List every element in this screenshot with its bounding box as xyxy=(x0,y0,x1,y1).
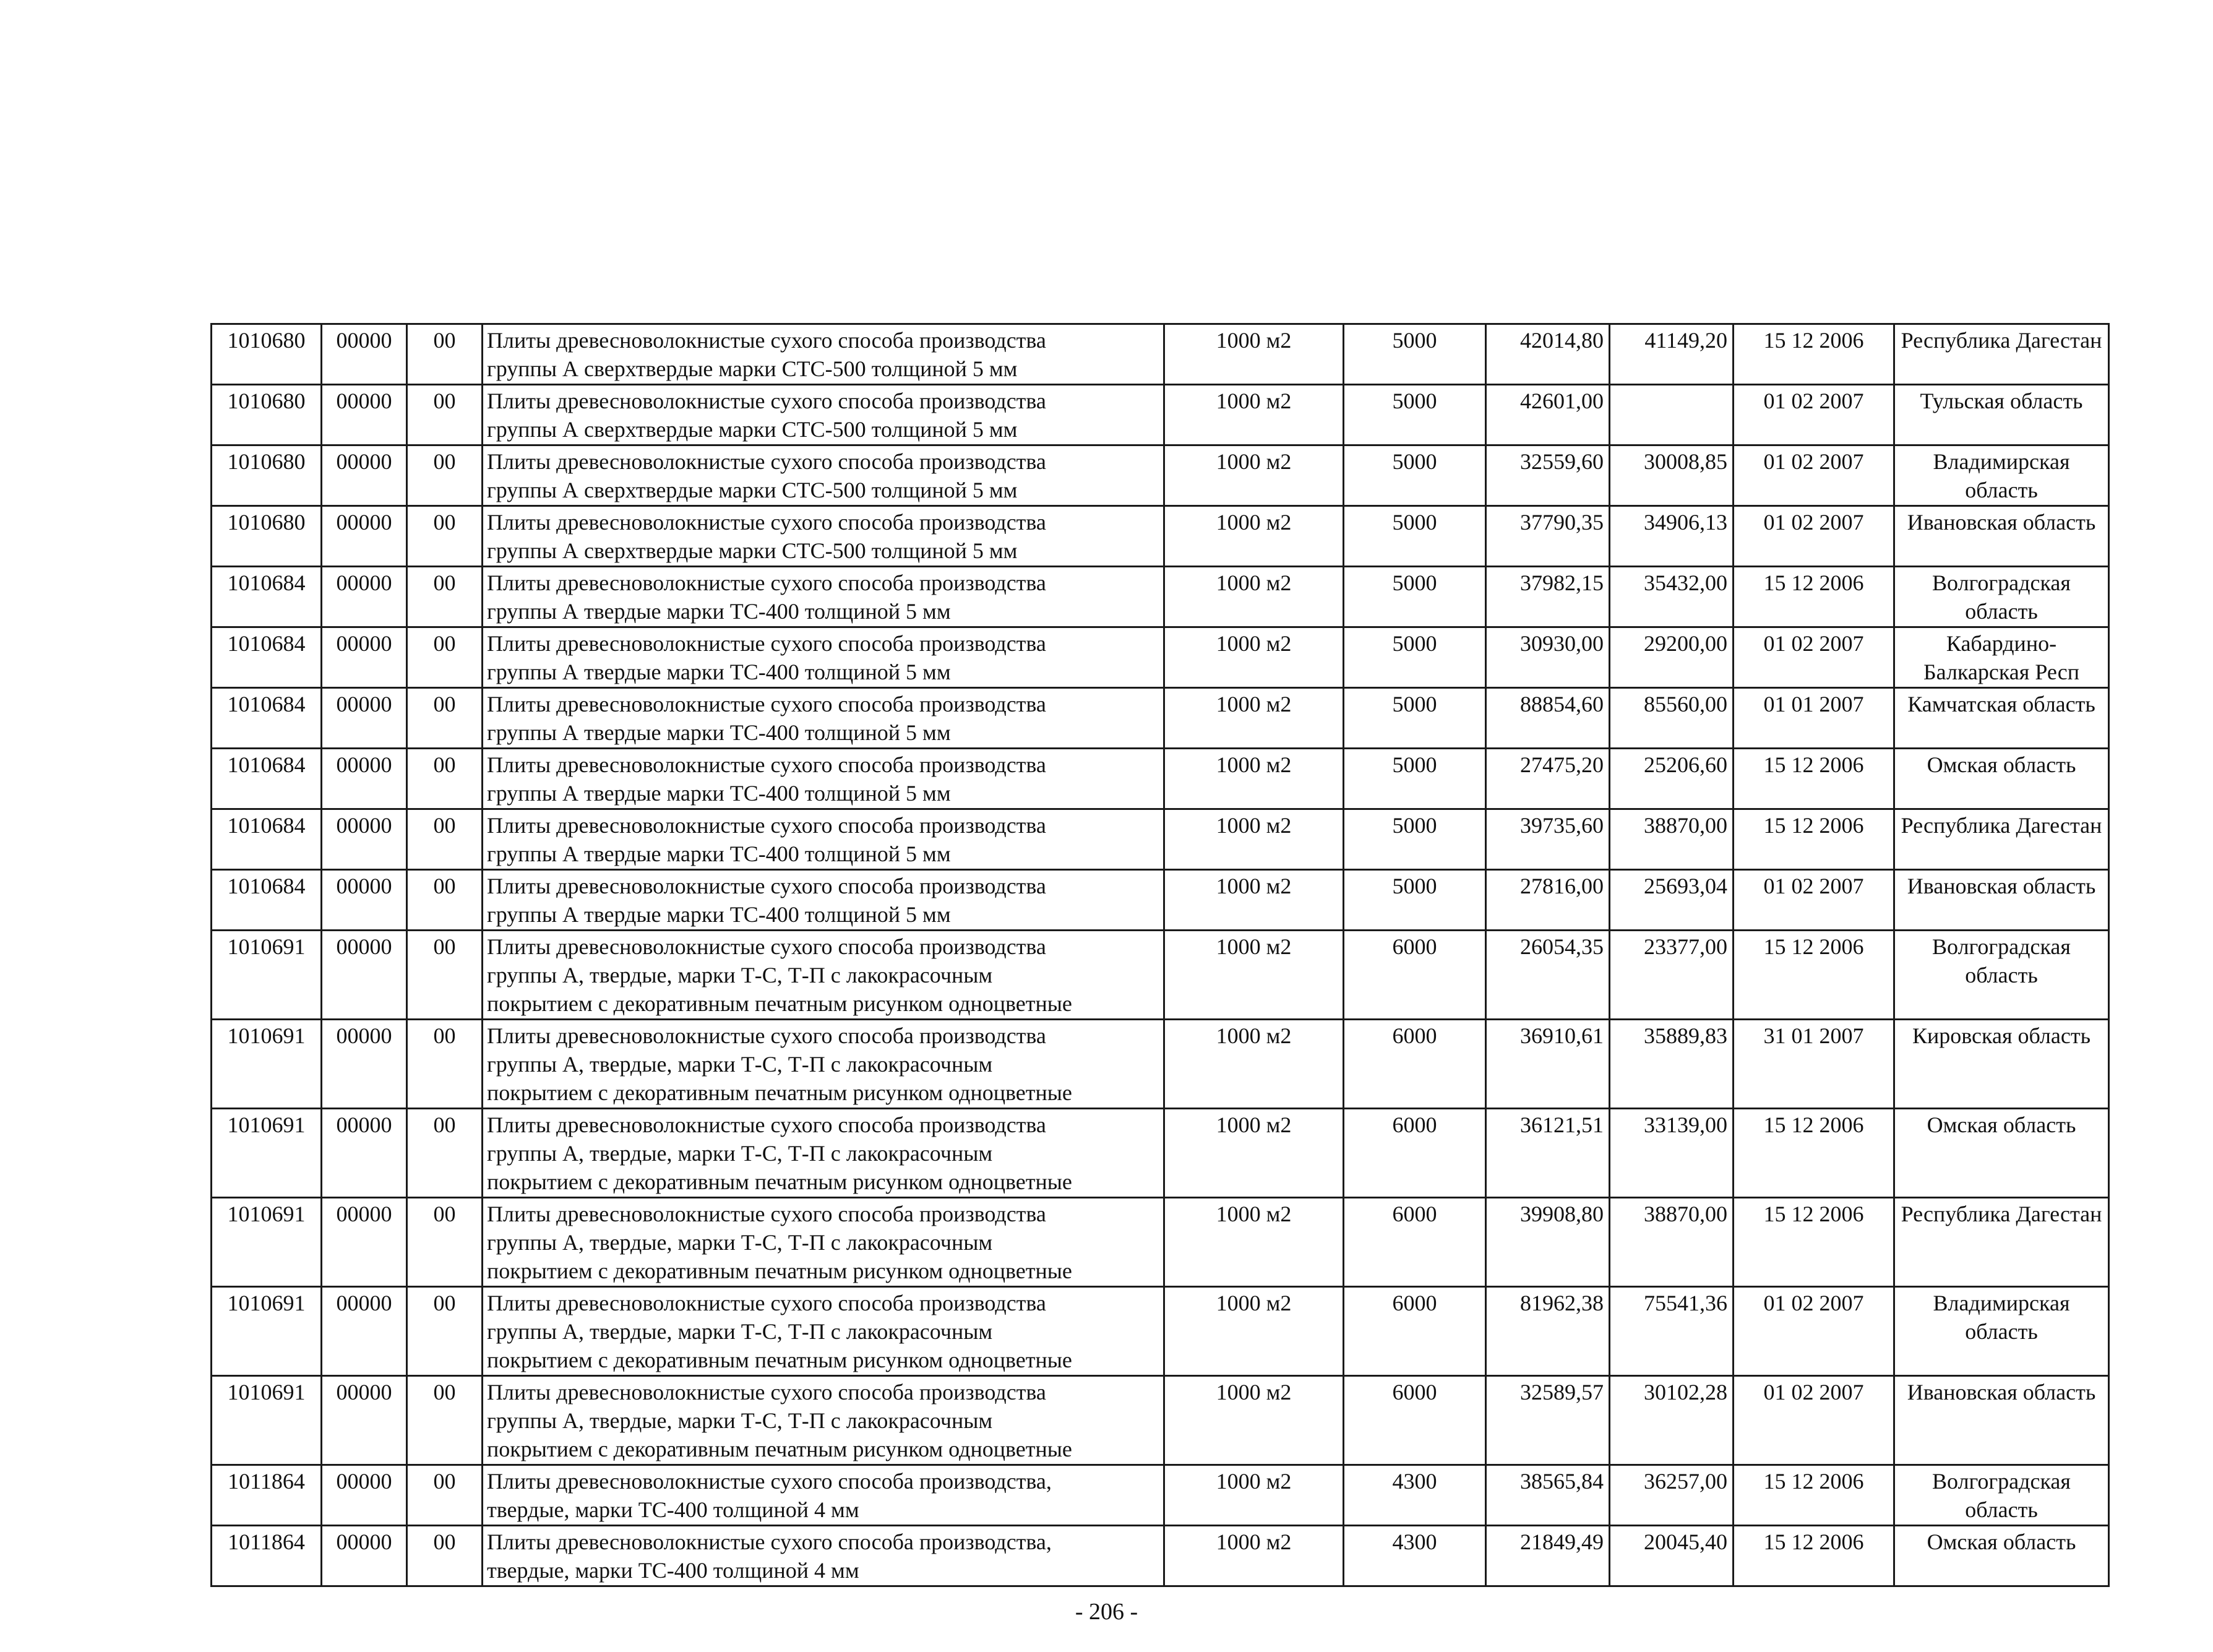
table-row xyxy=(212,385,2109,445)
region-line: область xyxy=(1965,478,2038,502)
group-code-cell: 00 xyxy=(407,385,483,445)
unit-cell: 1000 м2 xyxy=(1164,688,1344,749)
price-cell: 38565,84 xyxy=(1486,1465,1610,1526)
quantity-cell: 5000 xyxy=(1344,627,1486,688)
region-line: Омская область xyxy=(1927,1529,2076,1554)
region-cell xyxy=(1894,506,2109,567)
product-name-line: твердые, марки ТС-400 толщиной 4 мм xyxy=(487,1558,859,1583)
product-name-line: Плиты древесноволокнистые сухого способа производства xyxy=(487,1291,1046,1315)
sub-code-cell: 00000 xyxy=(322,931,407,1020)
region-cell xyxy=(1894,1376,2109,1465)
table-row xyxy=(212,1376,2109,1465)
product-name-line: Плиты древесноволокнистые сухого способа производства xyxy=(487,934,1046,959)
product-name-cell xyxy=(483,1020,1164,1109)
quantity-cell: 6000 xyxy=(1344,1109,1486,1198)
region-line: Ивановская область xyxy=(1907,874,2096,898)
price-cell: 88854,60 xyxy=(1486,688,1610,749)
group-code-cell: 00 xyxy=(407,688,483,749)
product-name-line: покрытием с декоративным печатным рисунком одноцветные xyxy=(487,1080,1072,1105)
product-name-line: группы А сверхтвердые марки СТС-500 толщиной 5 мм xyxy=(487,356,1018,381)
quantity-cell: 6000 xyxy=(1344,1376,1486,1465)
date-cell: 15 12 2006 xyxy=(1734,567,1894,627)
table-row xyxy=(212,1020,2109,1109)
price-cell: 36910,61 xyxy=(1486,1020,1610,1109)
product-name-cell xyxy=(483,506,1164,567)
price-cell: 81962,38 xyxy=(1486,1287,1610,1376)
product-name-line: Плиты древесноволокнистые сухого способа производства xyxy=(487,752,1046,777)
region-line: область xyxy=(1965,599,2038,624)
quantity-cell: 5000 xyxy=(1344,324,1486,385)
region-line: Республика Дагестан xyxy=(1901,328,2102,353)
date-cell: 01 02 2007 xyxy=(1734,1287,1894,1376)
group-code-cell: 00 xyxy=(407,1376,483,1465)
price-alt-cell xyxy=(1610,385,1734,445)
product-name-line: Плиты древесноволокнистые сухого способа производства xyxy=(487,570,1046,595)
unit-cell: 1000 м2 xyxy=(1164,1526,1344,1586)
product-name-cell xyxy=(483,1465,1164,1526)
sub-code-cell: 00000 xyxy=(322,870,407,931)
date-cell: 15 12 2006 xyxy=(1734,931,1894,1020)
date-cell: 01 02 2007 xyxy=(1734,870,1894,931)
unit-cell: 1000 м2 xyxy=(1164,1109,1344,1198)
quantity-cell: 5000 xyxy=(1344,688,1486,749)
quantity-cell: 6000 xyxy=(1344,1198,1486,1287)
quantity-cell: 6000 xyxy=(1344,931,1486,1020)
product-name-line: Плиты древесноволокнистые сухого способа производства xyxy=(487,1202,1046,1226)
unit-cell: 1000 м2 xyxy=(1164,385,1344,445)
item-code-cell: 1010680 xyxy=(212,324,322,385)
price-cell: 30930,00 xyxy=(1486,627,1610,688)
unit-cell: 1000 м2 xyxy=(1164,931,1344,1020)
group-code-cell: 00 xyxy=(407,627,483,688)
product-name-cell xyxy=(483,809,1164,870)
date-cell: 15 12 2006 xyxy=(1734,1526,1894,1586)
table-row xyxy=(212,1465,2109,1526)
date-cell: 01 01 2007 xyxy=(1734,688,1894,749)
region-line: Омская область xyxy=(1927,1112,2076,1137)
sub-code-cell: 00000 xyxy=(322,1109,407,1198)
region-line: Кировская область xyxy=(1912,1023,2091,1048)
sub-code-cell: 00000 xyxy=(322,688,407,749)
date-cell: 01 02 2007 xyxy=(1734,445,1894,506)
price-alt-cell: 35889,83 xyxy=(1610,1020,1734,1109)
region-cell xyxy=(1894,809,2109,870)
region-cell xyxy=(1894,324,2109,385)
sub-code-cell: 00000 xyxy=(322,324,407,385)
price-alt-cell: 29200,00 xyxy=(1610,627,1734,688)
product-name-cell xyxy=(483,627,1164,688)
quantity-cell: 5000 xyxy=(1344,445,1486,506)
item-code-cell: 1010684 xyxy=(212,627,322,688)
product-name-line: Плиты древесноволокнистые сухого способа производства xyxy=(487,631,1046,656)
price-cell: 37790,35 xyxy=(1486,506,1610,567)
region-line: Владимирская xyxy=(1933,1291,2070,1315)
sub-code-cell: 00000 xyxy=(322,506,407,567)
product-name-line: Плиты древесноволокнистые сухого способа производства xyxy=(487,813,1046,838)
region-cell xyxy=(1894,1465,2109,1526)
item-code-cell: 1011864 xyxy=(212,1526,322,1586)
price-alt-cell: 41149,20 xyxy=(1610,324,1734,385)
region-line: Балкарская Респ xyxy=(1923,660,2079,684)
product-name-line: Плиты древесноволокнистые сухого способа производства xyxy=(487,1112,1046,1137)
product-name-line: покрытием с декоративным печатным рисунком одноцветные xyxy=(487,1437,1072,1461)
sub-code-cell: 00000 xyxy=(322,627,407,688)
product-name-cell xyxy=(483,749,1164,809)
group-code-cell: 00 xyxy=(407,445,483,506)
price-alt-cell: 30102,28 xyxy=(1610,1376,1734,1465)
region-cell xyxy=(1894,1020,2109,1109)
date-cell: 01 02 2007 xyxy=(1734,506,1894,567)
date-cell: 15 12 2006 xyxy=(1734,1198,1894,1287)
table-body xyxy=(212,324,2109,1586)
quantity-cell: 6000 xyxy=(1344,1287,1486,1376)
product-name-line: покрытием с декоративным печатным рисунком одноцветные xyxy=(487,991,1072,1016)
date-cell: 15 12 2006 xyxy=(1734,1465,1894,1526)
product-name-cell xyxy=(483,1109,1164,1198)
group-code-cell: 00 xyxy=(407,749,483,809)
unit-cell: 1000 м2 xyxy=(1164,1198,1344,1287)
region-line: Ивановская область xyxy=(1907,510,2096,535)
product-name-line: покрытием с декоративным печатным рисунком одноцветные xyxy=(487,1258,1072,1283)
product-name-line: Плиты древесноволокнистые сухого способа производства xyxy=(487,1023,1046,1048)
product-name-line: Плиты древесноволокнистые сухого способа производства xyxy=(487,510,1046,535)
region-cell xyxy=(1894,1109,2109,1198)
product-name-line: группы А, твердые, марки Т-С, Т-П с лакокрасочным xyxy=(487,1319,993,1344)
price-cell: 37982,15 xyxy=(1486,567,1610,627)
price-alt-cell: 85560,00 xyxy=(1610,688,1734,749)
product-name-line: Плиты древесноволокнистые сухого способа производства xyxy=(487,389,1046,413)
unit-cell: 1000 м2 xyxy=(1164,1376,1344,1465)
product-name-line: Плиты древесноволокнистые сухого способа производства, xyxy=(487,1529,1052,1554)
date-cell: 15 12 2006 xyxy=(1734,1109,1894,1198)
group-code-cell: 00 xyxy=(407,809,483,870)
region-line: Владимирская xyxy=(1933,449,2070,474)
table-row xyxy=(212,1287,2109,1376)
group-code-cell: 00 xyxy=(407,1465,483,1526)
price-cell: 42601,00 xyxy=(1486,385,1610,445)
price-alt-cell: 25693,04 xyxy=(1610,870,1734,931)
product-name-line: группы А твердые марки ТС-400 толщиной 5 мм xyxy=(487,902,951,927)
quantity-cell: 5000 xyxy=(1344,506,1486,567)
region-line: Волгоградская xyxy=(1932,934,2071,959)
unit-cell: 1000 м2 xyxy=(1164,1020,1344,1109)
product-name-cell xyxy=(483,324,1164,385)
price-alt-cell: 23377,00 xyxy=(1610,931,1734,1020)
region-cell xyxy=(1894,1287,2109,1376)
price-cell: 39908,80 xyxy=(1486,1198,1610,1287)
group-code-cell: 00 xyxy=(407,1287,483,1376)
product-name-cell xyxy=(483,1376,1164,1465)
item-code-cell: 1011864 xyxy=(212,1465,322,1526)
unit-cell: 1000 м2 xyxy=(1164,809,1344,870)
product-name-line: группы А, твердые, марки Т-С, Т-П с лакокрасочным xyxy=(487,1052,993,1077)
table-row xyxy=(212,870,2109,931)
price-alt-cell: 35432,00 xyxy=(1610,567,1734,627)
region-cell xyxy=(1894,567,2109,627)
table-row xyxy=(212,1109,2109,1198)
region-cell xyxy=(1894,870,2109,931)
date-cell: 01 02 2007 xyxy=(1734,627,1894,688)
product-name-line: Плиты древесноволокнистые сухого способа производства, xyxy=(487,1469,1052,1494)
quantity-cell: 4300 xyxy=(1344,1465,1486,1526)
region-line: Волгоградская xyxy=(1932,1469,2071,1494)
product-name-line: группы А, твердые, марки Т-С, Т-П с лакокрасочным xyxy=(487,963,993,987)
unit-cell: 1000 м2 xyxy=(1164,627,1344,688)
product-name-line: покрытием с декоративным печатным рисунком одноцветные xyxy=(487,1348,1072,1372)
price-alt-cell: 75541,36 xyxy=(1610,1287,1734,1376)
group-code-cell: 00 xyxy=(407,324,483,385)
table-row xyxy=(212,749,2109,809)
product-name-line: группы А сверхтвердые марки СТС-500 толщиной 5 мм xyxy=(487,417,1018,442)
product-name-line: группы А твердые марки ТС-400 толщиной 5 мм xyxy=(487,781,951,806)
item-code-cell: 1010684 xyxy=(212,567,322,627)
region-line: область xyxy=(1965,1319,2038,1344)
date-cell: 01 02 2007 xyxy=(1734,385,1894,445)
price-alt-cell: 33139,00 xyxy=(1610,1109,1734,1198)
group-code-cell: 00 xyxy=(407,506,483,567)
product-name-line: группы А твердые марки ТС-400 толщиной 5 мм xyxy=(487,841,951,866)
sub-code-cell: 00000 xyxy=(322,445,407,506)
item-code-cell: 1010684 xyxy=(212,809,322,870)
item-code-cell: 1010680 xyxy=(212,506,322,567)
sub-code-cell: 00000 xyxy=(322,1287,407,1376)
region-line: Тульская область xyxy=(1920,389,2083,413)
item-code-cell: 1010691 xyxy=(212,1020,322,1109)
item-code-cell: 1010691 xyxy=(212,1198,322,1287)
price-cell: 36121,51 xyxy=(1486,1109,1610,1198)
product-name-line: Плиты древесноволокнистые сухого способа производства xyxy=(487,449,1046,474)
quantity-cell: 4300 xyxy=(1344,1526,1486,1586)
region-cell xyxy=(1894,1198,2109,1287)
product-name-line: группы А твердые марки ТС-400 толщиной 5 мм xyxy=(487,720,951,745)
product-name-cell xyxy=(483,1287,1164,1376)
group-code-cell: 00 xyxy=(407,1020,483,1109)
table-row xyxy=(212,931,2109,1020)
region-line: область xyxy=(1965,1497,2038,1522)
product-name-cell xyxy=(483,1198,1164,1287)
item-code-cell: 1010680 xyxy=(212,445,322,506)
item-code-cell: 1010684 xyxy=(212,749,322,809)
table-row xyxy=(212,1526,2109,1586)
sub-code-cell: 00000 xyxy=(322,749,407,809)
table-row xyxy=(212,627,2109,688)
price-alt-cell: 36257,00 xyxy=(1610,1465,1734,1526)
region-cell xyxy=(1894,445,2109,506)
region-line: Волгоградская xyxy=(1932,570,2071,595)
quantity-cell: 5000 xyxy=(1344,870,1486,931)
sub-code-cell: 00000 xyxy=(322,1465,407,1526)
region-line: Республика Дагестан xyxy=(1901,813,2102,838)
item-code-cell: 1010684 xyxy=(212,870,322,931)
product-name-line: Плиты древесноволокнистые сухого способа производства xyxy=(487,328,1046,353)
unit-cell: 1000 м2 xyxy=(1164,567,1344,627)
sub-code-cell: 00000 xyxy=(322,1198,407,1287)
sub-code-cell: 00000 xyxy=(322,385,407,445)
region-line: Ивановская область xyxy=(1907,1380,2096,1405)
product-name-line: Плиты древесноволокнистые сухого способа производства xyxy=(487,874,1046,898)
sub-code-cell: 00000 xyxy=(322,809,407,870)
sub-code-cell: 00000 xyxy=(322,567,407,627)
quantity-cell: 5000 xyxy=(1344,749,1486,809)
price-cell: 32589,57 xyxy=(1486,1376,1610,1465)
price-table xyxy=(210,323,2110,1587)
date-cell: 15 12 2006 xyxy=(1734,749,1894,809)
region-cell xyxy=(1894,688,2109,749)
unit-cell: 1000 м2 xyxy=(1164,324,1344,385)
product-name-cell xyxy=(483,870,1164,931)
price-alt-cell: 34906,13 xyxy=(1610,506,1734,567)
product-name-cell xyxy=(483,931,1164,1020)
region-cell xyxy=(1894,1526,2109,1586)
item-code-cell: 1010684 xyxy=(212,688,322,749)
product-name-line: группы А сверхтвердые марки СТС-500 толщиной 5 мм xyxy=(487,478,1018,502)
unit-cell: 1000 м2 xyxy=(1164,445,1344,506)
quantity-cell: 5000 xyxy=(1344,385,1486,445)
date-cell: 31 01 2007 xyxy=(1734,1020,1894,1109)
unit-cell: 1000 м2 xyxy=(1164,506,1344,567)
item-code-cell: 1010691 xyxy=(212,1376,322,1465)
price-cell: 32559,60 xyxy=(1486,445,1610,506)
region-line: Кабардино- xyxy=(1946,631,2057,656)
table-row xyxy=(212,324,2109,385)
date-cell: 15 12 2006 xyxy=(1734,809,1894,870)
unit-cell: 1000 м2 xyxy=(1164,1465,1344,1526)
product-name-line: группы А, твердые, марки Т-С, Т-П с лакокрасочным xyxy=(487,1230,993,1255)
sub-code-cell: 00000 xyxy=(322,1376,407,1465)
product-name-line: покрытием с декоративным печатным рисунком одноцветные xyxy=(487,1169,1072,1194)
date-cell: 01 02 2007 xyxy=(1734,1376,1894,1465)
item-code-cell: 1010680 xyxy=(212,385,322,445)
product-name-line: Плиты древесноволокнистые сухого способа производства xyxy=(487,1380,1046,1405)
quantity-cell: 5000 xyxy=(1344,809,1486,870)
item-code-cell: 1010691 xyxy=(212,1287,322,1376)
group-code-cell: 00 xyxy=(407,1198,483,1287)
product-name-line: группы А сверхтвердые марки СТС-500 толщиной 5 мм xyxy=(487,538,1018,563)
product-name-line: группы А твердые марки ТС-400 толщиной 5 мм xyxy=(487,660,951,684)
page-number: - 206 - xyxy=(1075,1599,1138,1625)
product-name-line: группы А, твердые, марки Т-С, Т-П с лакокрасочным xyxy=(487,1408,993,1433)
region-cell xyxy=(1894,931,2109,1020)
group-code-cell: 00 xyxy=(407,567,483,627)
region-cell xyxy=(1894,385,2109,445)
product-name-cell xyxy=(483,688,1164,749)
price-alt-cell: 38870,00 xyxy=(1610,809,1734,870)
sub-code-cell: 00000 xyxy=(322,1526,407,1586)
region-line: область xyxy=(1965,963,2038,987)
product-name-cell xyxy=(483,1526,1164,1586)
product-name-cell xyxy=(483,567,1164,627)
product-name-line: Плиты древесноволокнистые сухого способа производства xyxy=(487,692,1046,716)
group-code-cell: 00 xyxy=(407,1526,483,1586)
price-alt-cell: 30008,85 xyxy=(1610,445,1734,506)
region-line: Омская область xyxy=(1927,752,2076,777)
group-code-cell: 00 xyxy=(407,870,483,931)
product-name-line: твердые, марки ТС-400 толщиной 4 мм xyxy=(487,1497,859,1522)
price-alt-cell: 25206,60 xyxy=(1610,749,1734,809)
unit-cell: 1000 м2 xyxy=(1164,1287,1344,1376)
price-cell: 26054,35 xyxy=(1486,931,1610,1020)
price-cell: 27475,20 xyxy=(1486,749,1610,809)
product-name-line: группы А, твердые, марки Т-С, Т-П с лакокрасочным xyxy=(487,1141,993,1166)
sub-code-cell: 00000 xyxy=(322,1020,407,1109)
table-row xyxy=(212,1198,2109,1287)
product-name-line: группы А твердые марки ТС-400 толщиной 5 мм xyxy=(487,599,951,624)
region-cell xyxy=(1894,749,2109,809)
item-code-cell: 1010691 xyxy=(212,1109,322,1198)
price-cell: 21849,49 xyxy=(1486,1526,1610,1586)
product-name-cell xyxy=(483,445,1164,506)
table-row xyxy=(212,445,2109,506)
table-row xyxy=(212,809,2109,870)
price-cell: 42014,80 xyxy=(1486,324,1610,385)
unit-cell: 1000 м2 xyxy=(1164,749,1344,809)
table-row xyxy=(212,688,2109,749)
price-cell: 39735,60 xyxy=(1486,809,1610,870)
group-code-cell: 00 xyxy=(407,1109,483,1198)
region-cell xyxy=(1894,627,2109,688)
quantity-cell: 6000 xyxy=(1344,1020,1486,1109)
price-cell: 27816,00 xyxy=(1486,870,1610,931)
group-code-cell: 00 xyxy=(407,931,483,1020)
table-row xyxy=(212,506,2109,567)
region-line: Камчатская область xyxy=(1907,692,2095,716)
item-code-cell: 1010691 xyxy=(212,931,322,1020)
unit-cell: 1000 м2 xyxy=(1164,870,1344,931)
quantity-cell: 5000 xyxy=(1344,567,1486,627)
date-cell: 15 12 2006 xyxy=(1734,324,1894,385)
price-alt-cell: 38870,00 xyxy=(1610,1198,1734,1287)
price-alt-cell: 20045,40 xyxy=(1610,1526,1734,1586)
table-row xyxy=(212,567,2109,627)
region-line: Республика Дагестан xyxy=(1901,1202,2102,1226)
product-name-cell xyxy=(483,385,1164,445)
